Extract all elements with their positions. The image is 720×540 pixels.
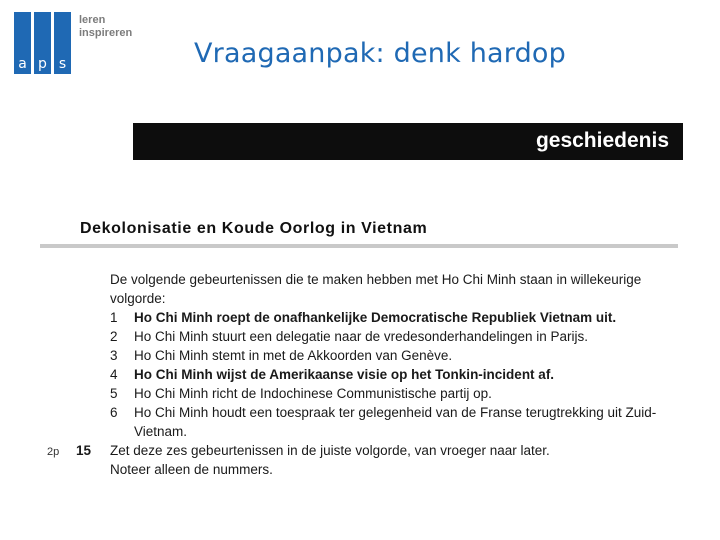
question-line-1: Zet deze zes gebeurtenissen in de juiste volgorde, van vroeger naar later. bbox=[110, 443, 550, 458]
event-number: 2 bbox=[110, 329, 118, 344]
question-points: 2p bbox=[47, 446, 60, 458]
event-number: 1 bbox=[110, 310, 118, 325]
intro-text: De volgende gebeurtenissen die te maken hebben met Ho Chi Minh staan in willekeurige volgorde: bbox=[110, 272, 642, 306]
event-text: Ho Chi Minh wijst de Amerikaanse visie op het Tonkin-incident af. bbox=[134, 367, 555, 382]
list-item bbox=[110, 327, 670, 346]
event-text: Ho Chi Minh richt de Indochinese Communistische partij op. bbox=[134, 386, 492, 401]
logo-bar bbox=[34, 12, 51, 74]
event-text: Ho Chi Minh houdt een toespraak ter gelegenheid van de Franse terugtrekking uit Zuid-Vietnam. bbox=[134, 405, 657, 439]
logo-letter-p: p bbox=[38, 56, 47, 72]
document-heading: Dekolonisatie en Koude Oorlog in Vietnam bbox=[80, 220, 428, 237]
question-text bbox=[110, 441, 670, 479]
list-item bbox=[110, 365, 670, 384]
event-number: 4 bbox=[110, 367, 118, 382]
list-item bbox=[110, 346, 670, 365]
event-number: 6 bbox=[110, 405, 118, 420]
aps-logo bbox=[14, 12, 134, 74]
event-text: Ho Chi Minh roept de onafhankelijke Democratische Republiek Vietnam uit. bbox=[134, 310, 617, 325]
subject-banner bbox=[133, 123, 683, 160]
event-number: 3 bbox=[110, 348, 118, 363]
logo-letter-s: s bbox=[58, 56, 67, 72]
event-list bbox=[110, 308, 670, 441]
logo-bar bbox=[54, 12, 71, 74]
event-text: Ho Chi Minh stuurt een delegatie naar de vredesonderhandelingen in Parijs. bbox=[134, 329, 589, 344]
logo-tagline-1: leren bbox=[79, 14, 106, 26]
slide-title: Vraagaanpak: denk hardop bbox=[194, 38, 566, 69]
list-item bbox=[110, 403, 670, 441]
heading-divider bbox=[40, 244, 678, 248]
logo-letter-a: a bbox=[18, 56, 27, 72]
list-item bbox=[110, 384, 670, 403]
event-number: 5 bbox=[110, 386, 118, 401]
subject-label: geschiedenis bbox=[535, 129, 669, 152]
logo-tagline-2: inspireren bbox=[79, 27, 133, 39]
list-item bbox=[110, 308, 670, 327]
question-line-2: Noteer alleen de nummers. bbox=[110, 462, 273, 477]
event-text: Ho Chi Minh stemt in met de Akkoorden van Genève. bbox=[134, 348, 453, 363]
question-number: 15 bbox=[76, 443, 92, 458]
logo-bar bbox=[14, 12, 31, 74]
